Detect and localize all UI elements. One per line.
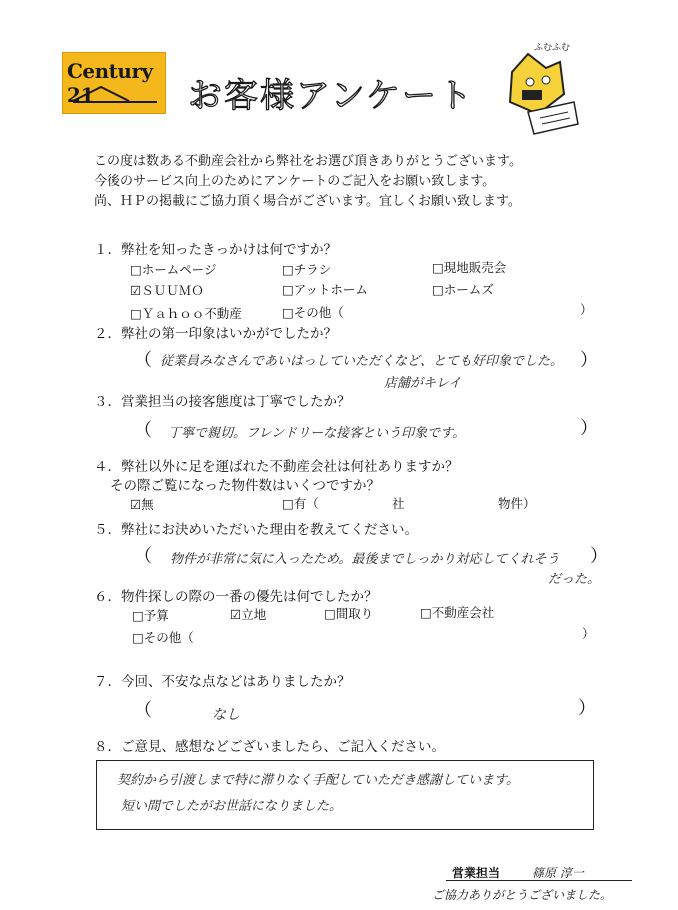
- q8-answer-line-1: 契約から引渡しまで特に滞りなく手配していただき感謝しています。: [117, 773, 519, 788]
- q3-label: ３．営業担当の接客態度は丁寧でしたか？: [94, 394, 351, 410]
- q4-option-none[interactable]: ☑無: [130, 497, 154, 512]
- company-logo: [62, 52, 166, 114]
- q5-close-paren: ）: [590, 546, 608, 567]
- intro-line-2: 今後のサービス向上のためにアンケートのご記入をお願い致します。: [94, 174, 496, 189]
- house-roof-icon: [71, 83, 159, 105]
- q7-answer: なし: [212, 707, 240, 723]
- q8-answer-line-2: 短い間でしたがお世話になりました。: [121, 799, 343, 814]
- thank-you-message: ご協力ありがとうございました。: [432, 888, 613, 902]
- q5-label: ５．弊社にお決めいただいた理由を教えてください。: [94, 522, 418, 538]
- q6-option-yosan[interactable]: □予算: [132, 608, 169, 623]
- q5-answer-line-1: 物件が非常に気に入ったため。最後までしっかり対応してくれそう: [170, 552, 560, 567]
- q4-sub-label: その際ご覧になった物件数はいくつですか？: [110, 478, 380, 494]
- q2-close-paren: ）: [580, 350, 598, 371]
- q3-answer: 丁寧で親切。フレンドリーな接客という印象です。: [168, 426, 466, 441]
- page-title: お客様アンケート: [188, 76, 474, 116]
- logo-text: Century 21: [67, 59, 153, 107]
- intro-line-3: 尚、ＨＰの掲載にご協力頂く場合がございます。宜しくお願い致します。: [94, 194, 521, 209]
- q1-option-chirashi[interactable]: □チラシ: [282, 262, 332, 277]
- q3-close-paren: ）: [580, 418, 598, 439]
- q6-option-ritchi[interactable]: ☑立地: [230, 607, 267, 622]
- q7-label: ７．今回、不安な点などはありましたか？: [94, 674, 351, 690]
- q6-option-fudosan[interactable]: □不動産会社: [420, 605, 495, 620]
- q4-bukken-label: 物件）: [498, 496, 536, 511]
- q7-open-paren: （: [134, 700, 152, 721]
- q7-close-paren: ）: [578, 698, 596, 719]
- q2-open-paren: （: [134, 350, 152, 371]
- q2-label: ２．弊社の第一印象はいかがでしたか？: [94, 326, 337, 342]
- mascot-illustration: [494, 38, 580, 138]
- q1-option-homes[interactable]: □ホームズ: [432, 282, 494, 297]
- q1-option-other[interactable]: □その他（: [282, 305, 344, 320]
- q1-option-athome[interactable]: □アットホーム: [282, 282, 368, 297]
- staff-label: 営業担当: [452, 866, 501, 880]
- q1-option-yahoo[interactable]: □Ｙａｈｏｏ不動産: [130, 306, 242, 321]
- q2-answer-line-1: 従業員みなさんであいはっしていただくなど、とても好印象でした。: [160, 354, 564, 369]
- q4-label: ４．弊社以外に足を運ばれた不動産会社は何社ありますか？: [94, 459, 459, 475]
- q4-sha-label: 社: [392, 496, 405, 511]
- q6-label: ６．物件探しの際の一番の優先は何でしたか？: [94, 589, 378, 605]
- q6-option-madori[interactable]: □間取り: [324, 606, 374, 621]
- q1-option-homepage[interactable]: □ホームページ: [130, 262, 217, 277]
- q1-option-genchi[interactable]: □現地販売会: [432, 260, 507, 275]
- q6-option-other[interactable]: □その他（: [132, 630, 194, 645]
- q2-answer-line-2: 店舗がキレイ: [384, 376, 462, 391]
- staff-name: 篠原 淳一: [532, 866, 584, 880]
- q4-option-have[interactable]: □有（: [282, 496, 319, 511]
- q1-label: １．弊社を知ったきっかけは何ですか？: [94, 242, 337, 258]
- q1-option-suumo[interactable]: ☑ＳＵＵＭＯ: [130, 283, 204, 298]
- q8-comment-box[interactable]: [96, 760, 594, 830]
- q5-open-paren: （: [134, 546, 152, 567]
- mascot-speech: ふむふむ: [534, 43, 571, 53]
- q3-open-paren: （: [134, 420, 152, 441]
- q6-close-paren: ）: [582, 626, 595, 641]
- q5-answer-line-2: だった。: [548, 572, 601, 587]
- q8-label: ８．ご意見、感想などございましたら、ご記入ください。: [94, 739, 445, 755]
- signature-line: [446, 880, 632, 881]
- q1-close-paren: ）: [580, 302, 593, 317]
- intro-line-1: この度は数ある不動産会社から弊社をお選び頂きありがとうございます。: [94, 154, 522, 169]
